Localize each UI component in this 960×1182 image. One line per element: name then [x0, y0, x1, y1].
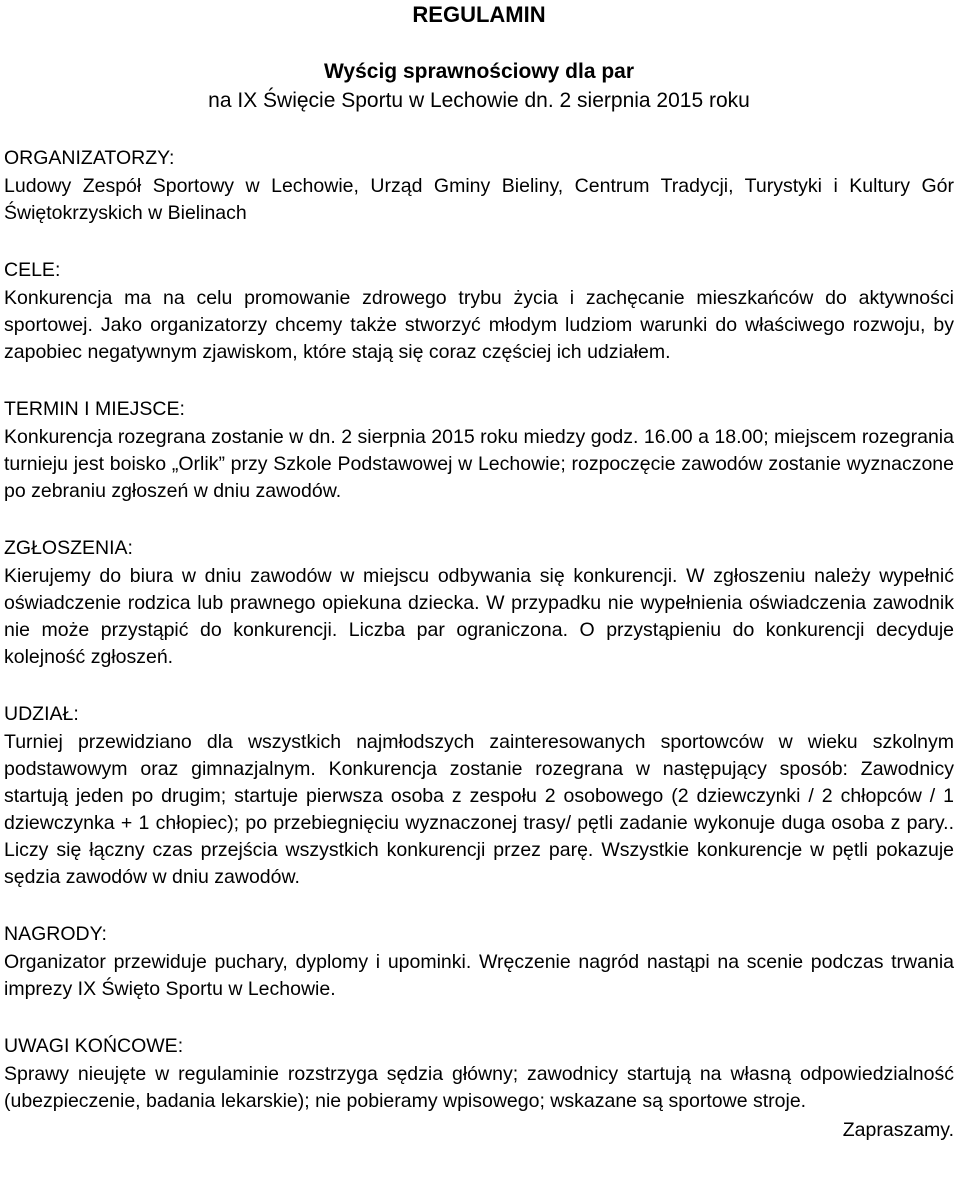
section-body-nagrody: Organizator przewiduje puchary, dyplomy i upominki. Wręczenie nagród nastąpi na scenie podczas trwania imprezy IX Święto Sportu w Lechowie.: [4, 951, 954, 1000]
document-page: [4, 0, 954, 1144]
section-heading-zgloszenia: ZGŁOSZENIA:: [4, 537, 133, 559]
event-title: Wyścig sprawnościowy dla par: [323, 60, 635, 83]
section-body-zgloszenia: Kierujemy do biura w dniu zawodów w miejscu odbywania się konkurencji. W zgłoszeniu należy wypełnić oświadczenie rodzica lub prawnego opiekuna dziecka. W przypadku nie wypełnienia oświadczenia zawodnik nie może przystąpić do konkurencji. Liczba par ograniczona. O przystąpieniu do konkurencji decyduje kolejność zgłoszeń.: [4, 565, 954, 668]
section-termin: [4, 395, 954, 505]
document-title: REGULAMIN: [412, 2, 546, 27]
event-date-location: na IX Święcie Sportu w Lechowie dn. 2 sierpnia 2015 roku: [208, 89, 750, 112]
section-udzial: [4, 700, 954, 891]
section-nagrody: [4, 920, 954, 1003]
section-body-termin: Konkurencja rozegrana zostanie w dn. 2 sierpnia 2015 roku miedzy godz. 16.00 a 18.00; miejscem rozegrania turnieju jest boisko „Orlik” przy Szkole Podstawowej w Lechowie; rozpoczęcie zawodów zostanie wyznaczone po zebraniu zgłoszeń w dniu zawodów.: [4, 426, 954, 502]
section-uwagi: [4, 1032, 954, 1115]
section-heading-nagrody: NAGRODY:: [4, 923, 107, 945]
section-body-udzial: Turniej przewidziano dla wszystkich najmłodszych zainteresowanych sportowców w wieku szkolnym podstawowym oraz gimnazjalnym. Konkurencja zostanie rozegrana w następujący sposób: Zawodnicy startują jeden po drugim; startuje pierwsza osoba z zespołu 2 osobowego (2 dziewczynki / 2 chłopców / 1 dziewczynka + 1 chłopiec); po przebiegnięciu wyznaczonej trasy/ pętli zadanie wykonuje duga osoba z pary.. Liczy się łączny czas przejścia wszystkich konkurencji przez parę. Wszystkie konkurencje w pętli pokazuje sędzia zawodów w dniu zawodów.: [4, 731, 954, 888]
closing-line: Zapraszamy.: [842, 1119, 954, 1141]
section-heading-udzial: UDZIAŁ:: [4, 703, 79, 725]
section-organizatorzy: [4, 144, 954, 227]
section-heading-organizatorzy: ORGANIZATORZY:: [4, 147, 175, 169]
section-heading-uwagi: UWAGI KOŃCOWE:: [4, 1035, 184, 1057]
section-cele: [4, 256, 954, 366]
section-body-uwagi: Sprawy nieujęte w regulaminie rozstrzyga sędzia główny; zawodnicy startują na własną odpowiedzialność (ubezpieczenie, badania lekarskie); nie pobieramy wpisowego; wskazane są sportowe stroje.: [4, 1063, 954, 1112]
section-body-cele: Konkurencja ma na celu promowanie zdrowego trybu życia i zachęcanie mieszkańców do aktywności sportowej. Jako organizatorzy chcemy także stworzyć młodym ludziom warunki do właściwego rozwoju, by zapobiec negatywnym zjawiskom, które stają się coraz częściej ich udziałem.: [4, 287, 954, 363]
section-zgloszenia: [4, 534, 954, 671]
subtitle-block: [4, 57, 954, 115]
section-body-organizatorzy: Ludowy Zespół Sportowy w Lechowie, Urząd Gminy Bieliny, Centrum Tradycji, Turystyki i Kultury Gór Świętokrzyskich w Bielinach: [4, 175, 954, 224]
section-heading-cele: CELE:: [4, 259, 61, 281]
section-heading-termin: TERMIN I MIEJSCE:: [4, 398, 185, 420]
